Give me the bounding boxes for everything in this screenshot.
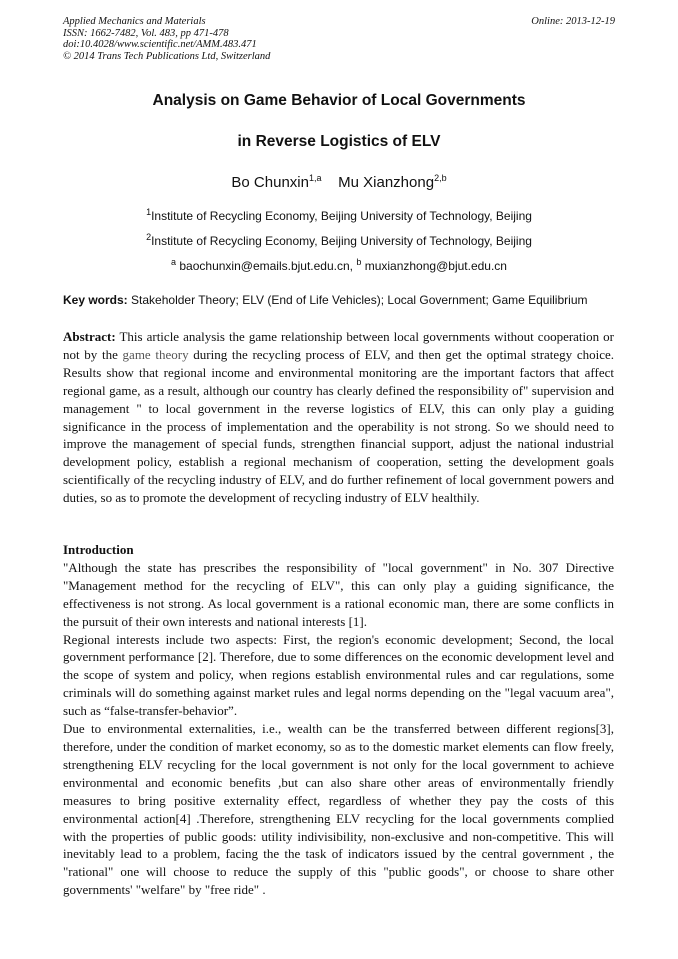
abstract	[63, 328, 614, 507]
journal-name: Applied Mechanics and Materials	[63, 16, 206, 27]
email-superscript: b	[356, 257, 362, 267]
affiliation-1	[0, 209, 678, 223]
section-heading: Introduction	[63, 542, 134, 557]
paper-title-line-2: in Reverse Logistics of ELV	[237, 133, 441, 150]
abstract-label: Abstract:	[63, 329, 116, 344]
email-line	[0, 259, 678, 273]
affiliation-superscript: 1	[146, 207, 152, 217]
affiliation-2	[0, 234, 678, 248]
keywords	[63, 293, 623, 307]
doi-line: doi:10.4028/www.scientific.net/AMM.483.471	[63, 39, 257, 51]
journal-metadata	[63, 16, 270, 62]
copyright-line: © 2014 Trans Tech Publications Ltd, Switzerland	[63, 50, 271, 62]
online-date: Online: 2013-12-19	[531, 16, 615, 27]
author-name: Bo Chunxin	[231, 174, 309, 191]
abstract-text-post: during the recycling process of ELV, and then get the optimal strategy choice. Results show that regional income and environmental monitoring are the important factors that affect regional game, as a result, although our country has clearly defined the responsibility of" supervision and management " to local government in the reverse logistics of ELV, this can only play a guiding significance in the process of implementation and the operability is not strong. So we should need to improve the management of special funds, strengthen financial support, adjust the national industrial development policy, establish a regional mechanism of cooperation, setting the development goals scientifically of the recycling industry of ELV, and do further refinement of local government powers and duties, so as to promote the development of recycling industry of ELV healthily.	[63, 346, 615, 506]
email-superscript: a	[171, 257, 177, 267]
email-a[interactable]: baochunxin@emails.bjut.edu.cn,	[179, 259, 353, 273]
author-name: Mu Xianzhong	[338, 174, 435, 191]
affiliation-superscript: 2	[146, 232, 152, 242]
keywords-label: Key words:	[63, 293, 128, 307]
author-superscript: 2,b	[434, 173, 447, 183]
paragraph: "Although the state has prescribes the responsibility of "local government" in No. 307 Directive "Management method for the recycling of ELV", this can only play a guiding significance, the effectiveness is not strong. As local government is a rational economic man, there are some conflicts in the pursuit of their own interests and national interests [1].	[63, 559, 614, 629]
author-superscript: 1,a	[308, 173, 322, 183]
abstract-text-pre: This article analysis the game relationship between local governments without cooperation or not by the	[63, 329, 614, 362]
paragraph: Due to environmental externalities, i.e., wealth can be the transferred between different regions[3], therefore, under the condition of market economy, so as to the domestic market elements can flow freely, strengthening ELV recycling for the local government is not only for the local government to achieve environmental and economic benefits ,but can also share other areas of environmentally friendly measures to bring positive externality effect, regardless of whether they pay the costs of this environmental action[4] .Therefore, strengthening ELV recycling for the local governments complied with the properties of public goods: utility indivisibility, non-exclusive and non-competitive. This will inevitably lead to a problem, facing the the task of indicators issued by the central government , the "rational" one will choose to reduce the supply of this "public goods", or choose to share other governments' "welfare" by "free ride" .	[63, 721, 614, 898]
paragraph: Regional interests include two aspects: First, the region's economic development; Second, the local government performance [2]. Therefore, due to some differences on the economic development level and the scope of system and policy, when regions establish environmental rules and car regulations, some criminals will do something against market rules and legal norms depending on the "legal vacuum area", such as “false-transfer-behavior”.	[63, 631, 614, 719]
keywords-text: Stakeholder Theory; ELV (End of Life Vehicles); Local Government; Game Equilibrium	[131, 293, 588, 307]
paper-title-line-1: Analysis on Game Behavior of Local Governments	[152, 92, 526, 109]
affiliation-text: Institute of Recycling Economy, Beijing University of Technology, Beijing	[151, 234, 532, 248]
issn-line: ISSN: 1662-7482, Vol. 483, pp 471-478	[63, 27, 229, 39]
game-theory-link[interactable]: game theory	[122, 346, 189, 362]
author-list	[0, 174, 678, 191]
introduction-section	[63, 541, 614, 899]
email-b[interactable]: muxianzhong@bjut.edu.cn	[364, 259, 507, 273]
affiliation-text: Institute of Recycling Economy, Beijing University of Technology, Beijing	[151, 209, 532, 223]
